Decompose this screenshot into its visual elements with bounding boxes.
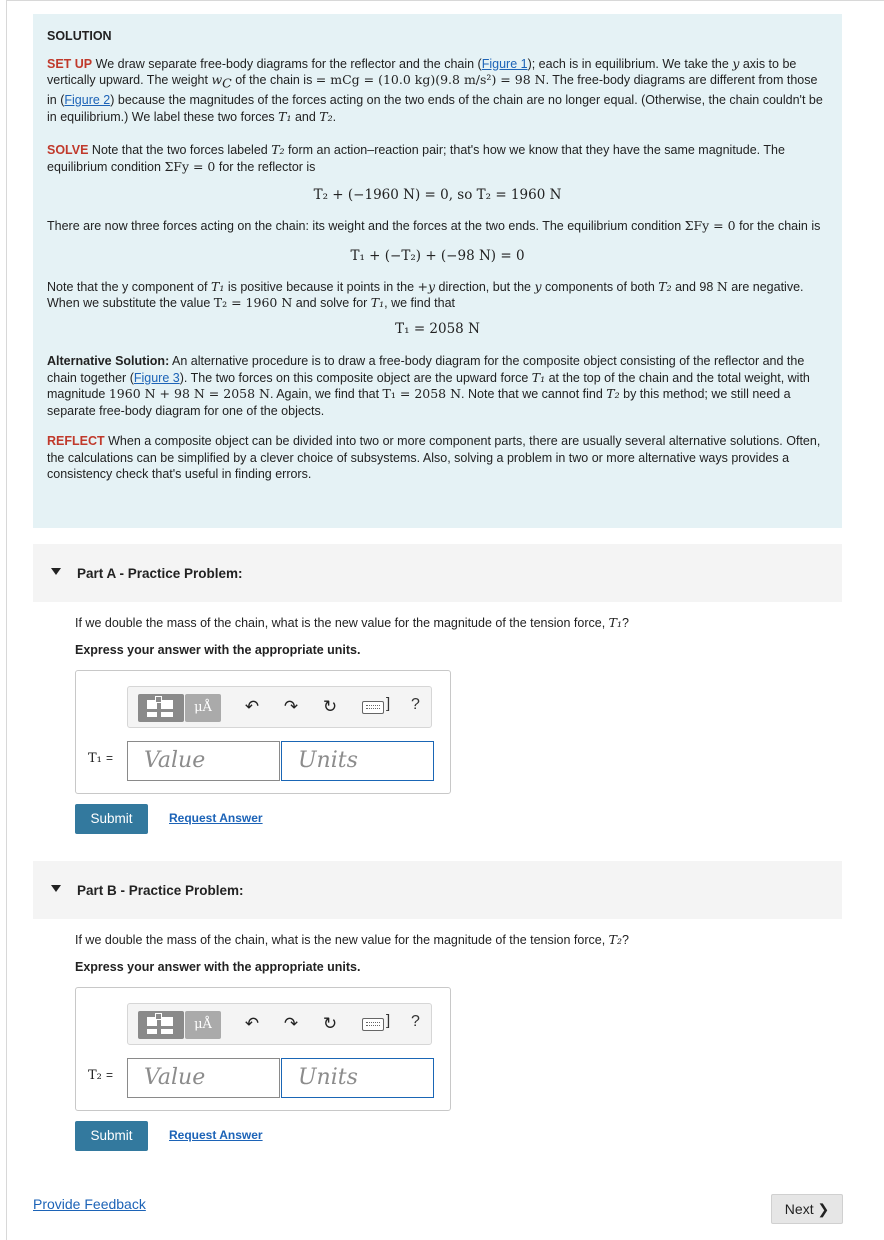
math-n: N bbox=[716, 278, 728, 294]
part-b-answer-box bbox=[75, 987, 451, 1111]
math-t2-value: T₂ = 1960 N bbox=[213, 295, 293, 310]
math-total-weight: 1960 N + 98 N = 2058 N bbox=[108, 386, 270, 401]
part-a-answer-box bbox=[75, 670, 451, 794]
reflect-text: When a composite object can be divided into two or more component parts, there are usually several alternative solutions. Often, the calculations can be simplified by a clever choice of subsystems. Also, solving a problem in two or more alternative ways provides a consistency check that's useful in finding errors. bbox=[47, 434, 821, 481]
page-border-top bbox=[6, 0, 884, 1]
value-input[interactable]: Value bbox=[127, 741, 280, 781]
part-a-header[interactable] bbox=[33, 544, 842, 602]
redo-icon[interactable]: ↷ bbox=[283, 697, 299, 716]
solve-paragraph bbox=[47, 142, 828, 175]
setup-tag: SET UP bbox=[47, 56, 93, 71]
equals-sign: = bbox=[106, 1068, 114, 1082]
units-symbol-icon[interactable]: μÅ bbox=[185, 694, 221, 722]
page-border bbox=[6, 0, 7, 1240]
keyboard-bracket: ] bbox=[386, 695, 391, 712]
request-answer-link[interactable]: Request Answer bbox=[169, 811, 263, 825]
part-a-title: Part A - Practice Problem: bbox=[77, 565, 243, 581]
solve-text: form an action–reaction pair; that's how we know that they have the same magnitude. The equilibrium condition bbox=[47, 143, 785, 174]
solve-text: for the reflector is bbox=[215, 159, 316, 174]
note-text: is positive because it points in the bbox=[224, 279, 418, 294]
part-b-express: Express your answer with the appropriate units. bbox=[75, 960, 361, 974]
note-text: , we find that bbox=[384, 296, 456, 310]
note-text: and solve for bbox=[292, 296, 371, 310]
setup-text: We draw separate free-body diagrams for the reflector and the chain ( bbox=[92, 56, 482, 71]
templates-icon[interactable] bbox=[138, 1011, 184, 1039]
alternative-tag: Alternative Solution: bbox=[47, 354, 170, 368]
math-t1: T₁ bbox=[370, 295, 385, 310]
keyboard-icon[interactable] bbox=[362, 1018, 384, 1031]
math-wc: w bbox=[211, 72, 223, 87]
solution-title: SOLUTION bbox=[47, 29, 112, 43]
chain-paragraph bbox=[47, 218, 828, 235]
collapse-triangle-icon[interactable] bbox=[51, 568, 61, 575]
setup-text: axis to be vertically upward. The weight bbox=[47, 56, 797, 87]
math-y: y bbox=[732, 55, 740, 71]
units-input[interactable]: Units bbox=[281, 1058, 434, 1098]
submit-button[interactable]: Submit bbox=[75, 804, 148, 834]
math-plus-y: +y bbox=[417, 278, 436, 294]
figure-1-link[interactable]: Figure 1 bbox=[481, 56, 528, 71]
setup-text: ); each is in equilibrium. We take the bbox=[527, 56, 733, 71]
math-t2: T₂ bbox=[606, 386, 620, 401]
var-t1: T₁ bbox=[88, 751, 102, 766]
provide-feedback-link[interactable]: Provide Feedback bbox=[33, 1196, 146, 1212]
solve-tag: SOLVE bbox=[47, 143, 89, 157]
solution-panel bbox=[33, 14, 842, 528]
help-icon[interactable]: ? bbox=[411, 696, 420, 713]
var-t2: T₂ bbox=[88, 1068, 102, 1083]
equation-result: T₁ = 2058 N bbox=[395, 320, 480, 337]
alt-text: . Note that we cannot find bbox=[461, 387, 607, 401]
setup-text: ) because the magnitudes of the forces acting on the two ends of the chain are no longer equal. (Otherwise, the chain couldn't be in equilibrium.) We label these two forces bbox=[47, 93, 823, 124]
math-weight-eq: = mCg = (10.0 kg)(9.8 m/s²) = 98 N bbox=[315, 72, 546, 87]
setup-paragraph bbox=[47, 56, 828, 126]
math-t2: T₂ bbox=[319, 108, 333, 124]
math-t1: T₁ bbox=[531, 369, 546, 385]
collapse-triangle-icon[interactable] bbox=[51, 885, 61, 892]
equation-reflector: T₂ + (−1960 N) = 0, so T₂ = 1960 N bbox=[313, 187, 562, 203]
part-a-question bbox=[75, 615, 629, 630]
chain-text: for the chain is bbox=[735, 218, 821, 233]
redo-icon[interactable]: ↷ bbox=[283, 1014, 299, 1033]
reflect-tag: REFLECT bbox=[47, 434, 105, 448]
note-text: components of both bbox=[541, 279, 659, 294]
alternative-paragraph bbox=[47, 353, 828, 419]
math-toolbar bbox=[127, 1003, 432, 1045]
alt-text: at the top of the chain and the total weight, with magnitude bbox=[47, 370, 810, 401]
math-t2: T₂ bbox=[658, 278, 672, 294]
math-y: y bbox=[534, 278, 542, 294]
chain-text: There are now three forces acting on the chain: its weight and the forces at the two ends. The equilibrium condition bbox=[47, 218, 685, 233]
reset-icon[interactable]: ↻ bbox=[322, 1014, 338, 1033]
equation-chain: T₁ + (−T₂) + (−98 N) = 0 bbox=[350, 248, 525, 264]
math-sum: ΣFy = 0 bbox=[684, 217, 736, 233]
value-input[interactable]: Value bbox=[127, 1058, 280, 1098]
variable-label bbox=[88, 1068, 113, 1083]
math-toolbar bbox=[127, 686, 432, 728]
reset-icon[interactable]: ↻ bbox=[322, 697, 338, 716]
keyboard-bracket: ] bbox=[386, 1012, 391, 1029]
math-sub-c: C bbox=[222, 75, 232, 91]
setup-text: and bbox=[291, 109, 320, 124]
note-paragraph bbox=[47, 279, 828, 312]
question-text: If we double the mass of the chain, what is the new value for the magnitude of the tension force, bbox=[75, 933, 609, 947]
part-a-express: Express your answer with the appropriate units. bbox=[75, 643, 361, 657]
math-t1: T₁ bbox=[278, 108, 292, 124]
keyboard-icon[interactable] bbox=[362, 701, 384, 714]
part-b-header[interactable] bbox=[33, 861, 842, 919]
reflect-paragraph bbox=[47, 433, 828, 483]
alt-text: . Again, we find that bbox=[269, 387, 383, 401]
solve-text: Note that the two forces labeled bbox=[88, 143, 272, 157]
math-t2: T₂ bbox=[608, 932, 623, 947]
math-t1-value: T₁ = 2058 N bbox=[382, 386, 462, 401]
math-sum: ΣFy = 0 bbox=[164, 158, 216, 174]
math-t1: T₁ bbox=[608, 615, 623, 630]
alt-text: An alternative procedure is to draw a free-body diagram for the composite object consisting of the reflector and the chain together ( bbox=[47, 354, 805, 385]
variable-label bbox=[88, 751, 113, 766]
question-end: ? bbox=[622, 616, 629, 630]
equals-sign: = bbox=[106, 751, 114, 765]
request-answer-link[interactable]: Request Answer bbox=[169, 1128, 263, 1142]
setup-text: of the chain is bbox=[231, 73, 316, 87]
part-b-question bbox=[75, 932, 629, 947]
alt-text: by this method; we still need a separate free-body diagram for one of the objects. bbox=[47, 387, 791, 418]
setup-text: . bbox=[332, 109, 337, 124]
note-text: Note that the y component of bbox=[47, 279, 211, 294]
alt-text: ). The two forces on this composite object are the upward force bbox=[179, 370, 532, 385]
question-end: ? bbox=[622, 933, 629, 947]
math-t1: T₁ bbox=[211, 278, 225, 294]
undo-icon[interactable]: ↶ bbox=[244, 1014, 260, 1033]
submit-button[interactable]: Submit bbox=[75, 1121, 148, 1151]
units-symbol-icon[interactable]: μÅ bbox=[185, 1011, 221, 1039]
note-text: are negative. When we substitute the value bbox=[47, 279, 804, 310]
setup-text: . The free-body diagrams are different from those in ( bbox=[47, 73, 818, 107]
units-input[interactable]: Units bbox=[281, 741, 434, 781]
question-text: If we double the mass of the chain, what is the new value for the magnitude of the tension force, bbox=[75, 616, 609, 630]
next-button[interactable]: Next ❯ bbox=[771, 1194, 843, 1224]
undo-icon[interactable]: ↶ bbox=[244, 697, 260, 716]
math-t2: T₂ bbox=[271, 142, 285, 157]
part-b-title: Part B - Practice Problem: bbox=[77, 882, 244, 898]
figure-3-link[interactable]: Figure 3 bbox=[133, 370, 180, 385]
help-icon[interactable]: ? bbox=[411, 1013, 420, 1030]
figure-2-link[interactable]: Figure 2 bbox=[64, 93, 111, 107]
templates-icon[interactable] bbox=[138, 694, 184, 722]
note-text: direction, but the bbox=[435, 279, 535, 294]
note-text: and 98 bbox=[671, 279, 717, 294]
